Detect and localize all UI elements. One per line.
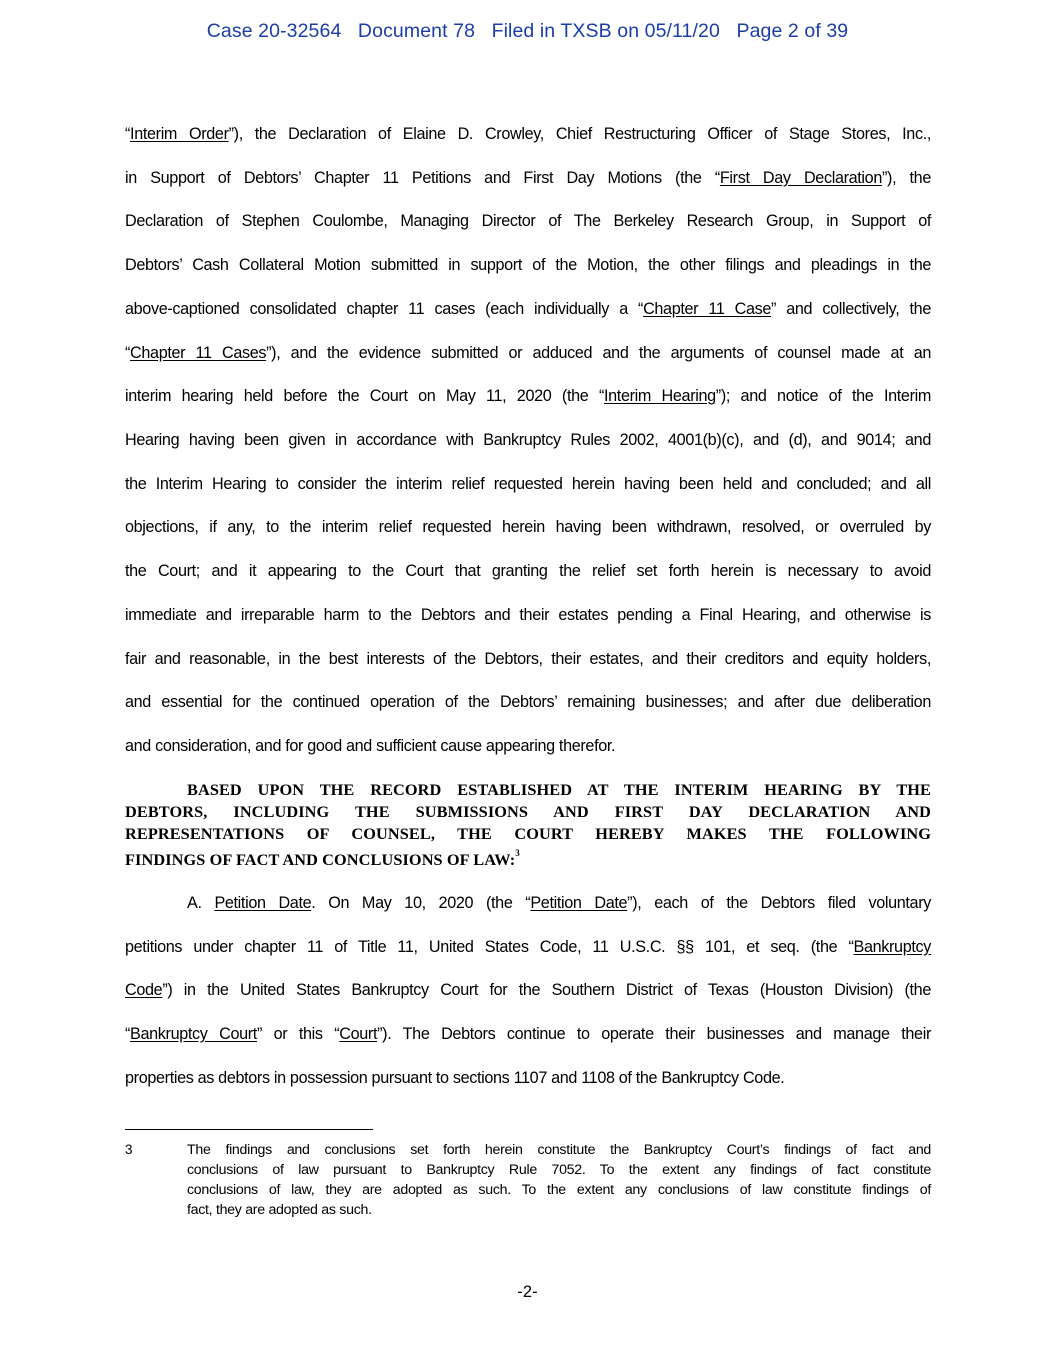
text-line: petitions under chapter 11 of Title 11, United States Code, 11 U.S.C. §§ 101, et seq. (the “Bankruptcy [125, 938, 931, 956]
text-line: “Bankruptcy Court” or this “Court”). The Debtors continue to operate their businesses and manage their [125, 1025, 931, 1043]
heading-line: DEBTORS, INCLUDING THE SUBMISSIONS AND FIRST DAY DECLARATION AND [125, 802, 931, 821]
defined-term: Chapter 11 Cases [130, 344, 267, 362]
footnote-line: conclusions of law, they are adopted as such. To the extent any conclusions of law constitute findings of [187, 1182, 931, 1198]
defined-term: Interim Order [130, 125, 229, 143]
text-line: Code”) in the United States Bankruptcy Court for the Southern District of Texas (Houston Division) (the [125, 981, 931, 999]
defined-term: First Day Declaration [719, 169, 882, 187]
heading-line: FINDINGS OF FACT AND CONCLUSIONS OF LAW:$^3$ [125, 848, 520, 869]
finding-title: Petition Date [214, 894, 312, 912]
text-line: “Interim Order”), the Declaration of Elaine D. Crowley, Chief Restructuring Officer of Stage Stores, Inc., [125, 125, 931, 143]
page-number: -2- [517, 1283, 538, 1301]
text-line: and consideration, and for good and sufficient cause appearing therefor. [125, 737, 616, 755]
text-line: Debtors’ Cash Collateral Motion submitted in support of the Motion, the other filings and pleadings in the [125, 256, 931, 274]
finding-label: A. [187, 894, 202, 912]
text-line: objections, if any, to the interim relief requested herein having been withdrawn, resolved, or overruled by [125, 518, 931, 536]
text-line: Hearing having been given in accordance with Bankruptcy Rules 2002, 4001(b)(c), and (d), and 9014; and [125, 431, 931, 449]
defined-term: Interim Hearing [604, 387, 716, 405]
text-line: above-captioned consolidated chapter 11 cases (each individually a “Chapter 11 Case” and collectively, the [125, 300, 931, 318]
text-line: the Court; and it appearing to the Court that granting the relief set forth herein is necessary to avoid [125, 562, 931, 580]
footnote-line: fact, they are adopted as such. [187, 1202, 372, 1218]
heading-line: BASED UPON THE RECORD ESTABLISHED AT THE INTERIM HEARING BY THE [187, 780, 931, 799]
text-line: fair and reasonable, in the best interests of the Debtors, their estates, and their creditors and equity holders, [125, 650, 931, 668]
text-line: properties as debtors in possession pursuant to sections 1107 and 1108 of the Bankruptcy Code. [125, 1069, 785, 1087]
defined-term: Court [339, 1025, 378, 1043]
defined-term: Code [125, 981, 163, 999]
defined-term: Bankruptcy [853, 938, 931, 956]
text-line: A. Petition Date. On May 10, 2020 (the “Petition Date”), each of the Debtors filed voluntary [187, 894, 931, 912]
text-line: in Support of Debtors’ Chapter 11 Petitions and First Day Motions (the “First Day Declaration”), the [125, 169, 931, 187]
defined-term: Chapter 11 Case [643, 300, 772, 318]
text-line: immediate and irreparable harm to the Debtors and their estates pending a Final Hearing, and otherwise is [125, 606, 931, 624]
text-line: Declaration of Stephen Coulombe, Managing Director of The Berkeley Research Group, in Support of [125, 212, 931, 230]
footnote-number: 3 [125, 1142, 133, 1157]
heading-line: REPRESENTATIONS OF COUNSEL, THE COURT HEREBY MAKES THE FOLLOWING [125, 824, 931, 843]
footnote-separator [125, 1129, 373, 1130]
defined-term: Bankruptcy Court [130, 1025, 257, 1043]
case-header: Case 20-32564 Document 78 Filed in TXSB on 05/11/20 Page 2 of 39 [206, 20, 849, 42]
text-line: “Chapter 11 Cases”), and the evidence submitted or adduced and the arguments of counsel made at an [125, 344, 931, 362]
footnote-line: The findings and conclusions set forth herein constitute the Bankruptcy Court’s findings of fact and [187, 1142, 931, 1158]
footnote-line: conclusions of law pursuant to Bankruptcy Rule 7052. To the extent any findings of fact constitute [187, 1162, 931, 1178]
defined-term: Petition Date [530, 894, 628, 912]
text-line: and essential for the continued operation of the Debtors’ remaining businesses; and after due deliberation [125, 693, 931, 711]
text-line: interim hearing held before the Court on May 11, 2020 (the “Interim Hearing”); and notice of the Interim [125, 387, 931, 405]
text-line: the Interim Hearing to consider the interim relief requested herein having been held and concluded; and all [125, 475, 931, 493]
footnote-reference[interactable]: 3 [515, 848, 520, 858]
